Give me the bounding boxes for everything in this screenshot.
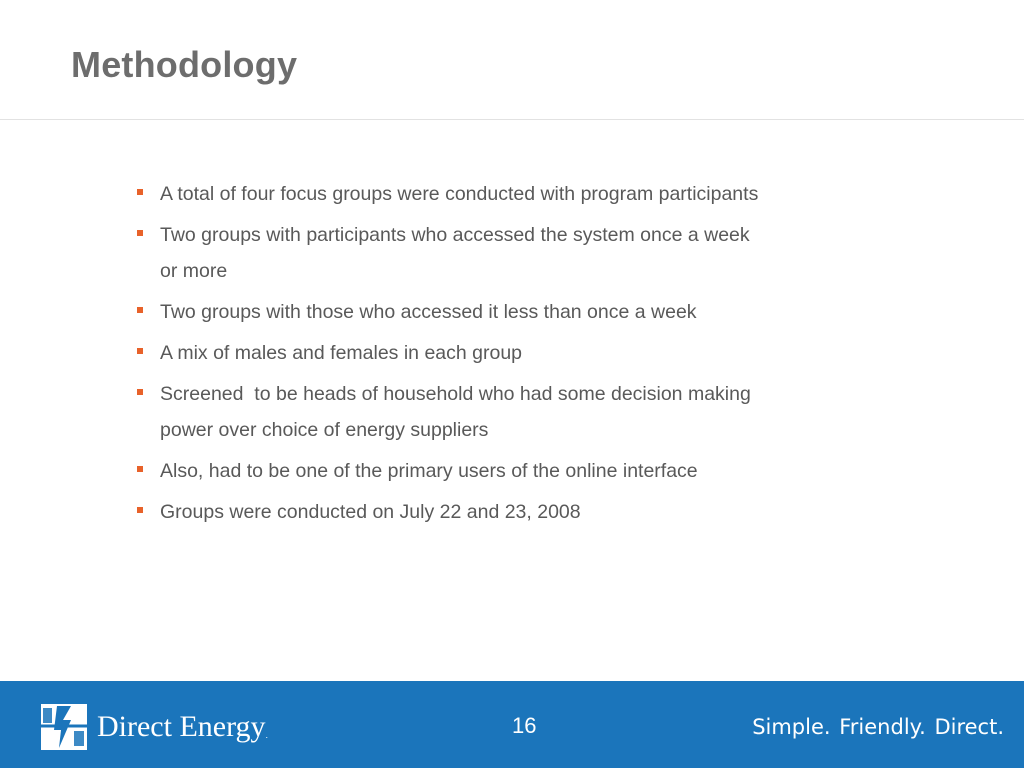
bullet-item (134, 453, 874, 489)
bullet-item (134, 176, 874, 212)
bullet-item (134, 494, 874, 530)
bullet-text: Two groups with those who accessed it less than once a week (160, 301, 697, 323)
slide-title: Methodology (71, 44, 298, 85)
logo-wordmark (97, 710, 268, 744)
bullet-marker-icon (137, 507, 143, 513)
bullet-marker-icon (137, 307, 143, 313)
bullet-text: Two groups with participants who accessed the system once a week or more (160, 224, 750, 282)
bullet-text: Also, had to be one of the primary users of the online interface (160, 460, 698, 482)
bullet-text: Screened to be heads of household who had some decision making power over choice of energy suppliers (160, 383, 751, 441)
logo-trademark: . (265, 730, 269, 740)
bullet-list (134, 176, 874, 535)
footer-bar (0, 681, 1024, 768)
bullet-marker-icon (137, 230, 143, 236)
company-logo (41, 704, 268, 750)
direct-energy-logo-icon (41, 704, 87, 750)
bullet-text: A mix of males and females in each group (160, 342, 523, 364)
bullet-text: Groups were conducted on July 22 and 23, 2008 (160, 501, 581, 523)
bullet-item (134, 294, 874, 330)
bullet-item (134, 335, 874, 371)
bullet-marker-icon (137, 466, 143, 472)
bullet-marker-icon (137, 189, 143, 195)
bullet-marker-icon (137, 348, 143, 354)
bullet-item (134, 376, 874, 448)
bullet-item (134, 217, 874, 289)
page-number: 16 (512, 713, 537, 738)
tagline: Simple. Friendly. Direct. (752, 715, 1004, 739)
title-divider (0, 119, 1024, 120)
bullet-marker-icon (137, 389, 143, 395)
logo-wordmark-text: Direct Energy (97, 710, 266, 743)
bullet-text: A total of four focus groups were conducted with program participants (160, 183, 759, 205)
